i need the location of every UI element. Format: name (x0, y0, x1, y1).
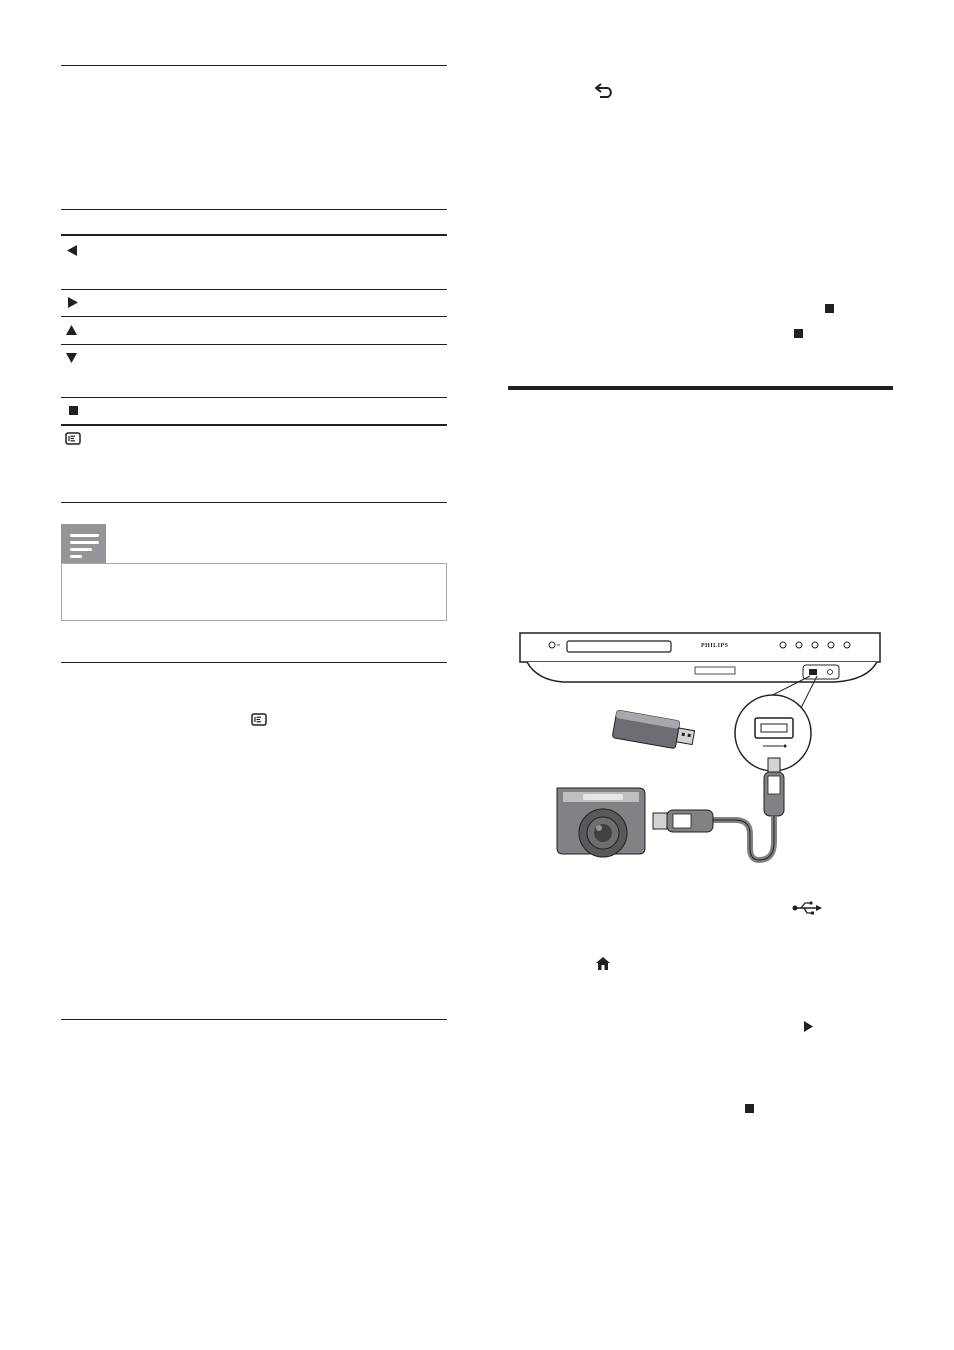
home-icon (596, 957, 610, 970)
usb-icon (792, 901, 822, 915)
right-arrow-icon (68, 297, 78, 308)
note-icon (61, 524, 106, 564)
stop-icon (745, 1104, 754, 1113)
section-rule-middle-left (61, 502, 447, 503)
play-icon (804, 1021, 813, 1032)
table-header-bottom-rule (61, 234, 447, 236)
left-arrow-icon (67, 245, 77, 256)
stop-icon (794, 329, 803, 338)
section-rule-top-left (61, 65, 447, 66)
table-row-divider (61, 316, 447, 317)
table-row-divider (61, 397, 447, 398)
info-icon (65, 432, 81, 445)
section-heading-rule (508, 386, 893, 390)
section-rule-bottom-left (61, 1019, 447, 1020)
stop-icon (69, 406, 78, 415)
up-arrow-icon (66, 325, 77, 335)
table-row-divider (61, 289, 447, 290)
table-row-divider (61, 424, 447, 426)
down-arrow-icon (66, 353, 77, 363)
device-brand-label: PHILIPS (701, 643, 729, 649)
section-rule-lower-left (61, 662, 447, 663)
usb-connection-illustration (515, 628, 885, 878)
note-box (61, 563, 447, 621)
table-row-divider (61, 344, 447, 345)
table-header-rule (61, 209, 447, 210)
stop-icon (825, 304, 834, 313)
back-icon (594, 82, 616, 98)
info-icon (251, 713, 267, 726)
